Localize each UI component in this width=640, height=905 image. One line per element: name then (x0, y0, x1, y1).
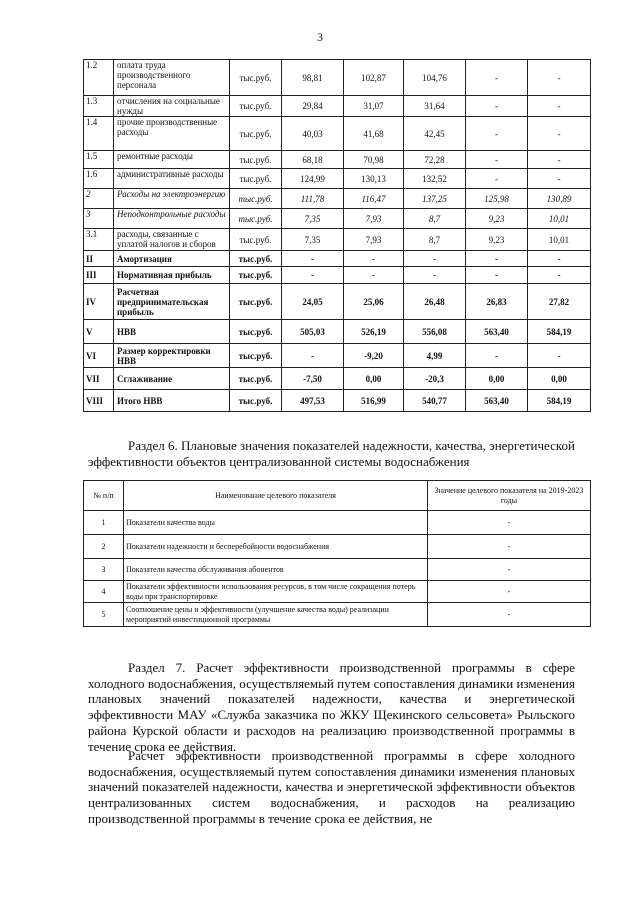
row-number: VIII (84, 390, 114, 412)
budget-table-row (84, 368, 591, 390)
row-name: Неподконтрольные расходы (114, 209, 230, 229)
value-cell: - (528, 96, 591, 117)
row-name: прочие производственные расходы (114, 117, 230, 151)
value-cell: 563,40 (466, 320, 528, 344)
budget-table-row (84, 320, 591, 344)
value-cell: 104,76 (404, 60, 466, 96)
value-cell: 25,06 (344, 284, 404, 320)
value-cell: 68,18 (282, 151, 344, 169)
value-cell: - (466, 344, 528, 368)
indicator-row (84, 535, 591, 559)
value-cell: 42,45 (404, 117, 466, 151)
value-cell: 27,82 (528, 284, 591, 320)
row-name: расходы, связанные с уплатой налогов и сборов (114, 229, 230, 251)
value-cell: 41,68 (344, 117, 404, 151)
value-cell: -20,3 (404, 368, 466, 390)
value-cell: 9,23 (466, 229, 528, 251)
budget-table (83, 59, 591, 412)
value-cell: 124,99 (282, 169, 344, 189)
row-name: Расчетная предпринимательская прибыль (114, 284, 230, 320)
row-unit: тыс.руб. (230, 368, 282, 390)
row-unit: тыс.руб. (230, 151, 282, 169)
page-number: 3 (317, 30, 323, 44)
value-cell: 102,87 (344, 60, 404, 96)
value-cell: 70,98 (344, 151, 404, 169)
indicator-row (84, 581, 591, 603)
budget-table-row (84, 96, 591, 117)
row-name: Итого НВВ (114, 390, 230, 412)
row-number: VI (84, 344, 114, 368)
value-cell: 24,05 (282, 284, 344, 320)
indicator-value: - (428, 559, 591, 581)
value-cell: - (466, 60, 528, 96)
row-name: Расходы на электроэнергию (114, 189, 230, 209)
indicator-name: Соотношение цены и эффективности (улучшение качества воды) реализации мероприятий инвестиционной программы (124, 603, 428, 627)
value-cell: 7,35 (282, 229, 344, 251)
indicator-number: 5 (84, 603, 124, 627)
budget-table-row (84, 229, 591, 251)
row-name: Размер корректировки НВВ (114, 344, 230, 368)
indicator-value: - (428, 581, 591, 603)
indicator-name: Показатели качества обслуживания абонентов (124, 559, 428, 581)
indicators-header-value: Значение целевого показателя на 2019-2023 годы (428, 481, 591, 511)
indicator-name: Показатели эффективности использования ресурсов, в том числе сокращения потерь воды при транспортировке (124, 581, 428, 603)
value-cell: - (466, 151, 528, 169)
row-number: IV (84, 284, 114, 320)
value-cell: -7,50 (282, 368, 344, 390)
row-number: 1.6 (84, 169, 114, 189)
row-unit: тыс.руб. (230, 189, 282, 209)
row-name: Нормативная прибыль (114, 267, 230, 284)
indicator-number: 4 (84, 581, 124, 603)
row-unit: тыс.руб. (230, 169, 282, 189)
indicators-header-name: Наименование целевого показателя (124, 481, 428, 511)
efficiency-paragraph: Расчет эффективности производственной программы в сфере холодного водоснабжения, осуществляемый путем сопоставления динамики изменения плановых значений показателей надежности, качества и энергетической эффективности объектов централизованных систем водоснабжения, и расходов на реализацию производственной программы в течение срока ее действия, не (88, 748, 575, 826)
value-cell: 130,13 (344, 169, 404, 189)
value-cell: - (466, 267, 528, 284)
value-cell: 563,40 (466, 390, 528, 412)
row-number: 1.2 (84, 60, 114, 96)
row-name: административные расходы (114, 169, 230, 189)
section-7-paragraph: Раздел 7. Расчет эффективности производственной программы в сфере холодного водоснабжения, осуществляемый путем сопоставления динамики изменения плановых значений показателей надежности, качества и энергетической эффективности МАУ «Служба заказчика по ЖКУ Щекинского сельсовета» Рыльского района Курской области и расходов на реализацию производственной программы в течение срока ее действия. (88, 660, 575, 754)
row-number: 1.5 (84, 151, 114, 169)
indicator-name: Показатели качества воды (124, 511, 428, 535)
value-cell: - (282, 267, 344, 284)
value-cell: - (466, 96, 528, 117)
row-number: II (84, 251, 114, 267)
indicator-value: - (428, 511, 591, 535)
indicator-value: - (428, 535, 591, 559)
value-cell: - (528, 151, 591, 169)
value-cell: 137,25 (404, 189, 466, 209)
row-name: ремонтные расходы (114, 151, 230, 169)
value-cell: 497,53 (282, 390, 344, 412)
row-number: 3 (84, 209, 114, 229)
value-cell: 40,03 (282, 117, 344, 151)
value-cell: 29,84 (282, 96, 344, 117)
value-cell: 31,64 (404, 96, 466, 117)
value-cell: - (404, 251, 466, 267)
value-cell: - (528, 251, 591, 267)
row-number: 2 (84, 189, 114, 209)
value-cell: 505,03 (282, 320, 344, 344)
value-cell: 26,48 (404, 284, 466, 320)
indicator-row (84, 559, 591, 581)
value-cell: 516,99 (344, 390, 404, 412)
row-number: 3.1 (84, 229, 114, 251)
row-number: VII (84, 368, 114, 390)
row-name: отчисления на социальные нужды (114, 96, 230, 117)
row-name: НВВ (114, 320, 230, 344)
row-unit: тыс.руб. (230, 229, 282, 251)
value-cell: - (528, 117, 591, 151)
row-name: оплата труда производственного персонала (114, 60, 230, 96)
row-unit: тыс.руб. (230, 96, 282, 117)
budget-table-row (84, 169, 591, 189)
value-cell: 4,99 (404, 344, 466, 368)
budget-table-row (84, 251, 591, 267)
value-cell: 8,7 (404, 229, 466, 251)
indicator-row (84, 511, 591, 535)
value-cell: -9,20 (344, 344, 404, 368)
budget-table-row (84, 344, 591, 368)
budget-table-row (84, 117, 591, 151)
indicator-row (84, 603, 591, 627)
row-unit: тыс.руб. (230, 344, 282, 368)
value-cell: 132,52 (404, 169, 466, 189)
row-unit: тыс.руб. (230, 209, 282, 229)
value-cell: - (528, 60, 591, 96)
value-cell: 7,93 (344, 209, 404, 229)
row-name: Сглаживание (114, 368, 230, 390)
indicator-number: 2 (84, 535, 124, 559)
row-unit: тыс.руб. (230, 251, 282, 267)
value-cell: 98,81 (282, 60, 344, 96)
value-cell: 8,7 (404, 209, 466, 229)
value-cell: 584,19 (528, 390, 591, 412)
value-cell: 125,98 (466, 189, 528, 209)
budget-table-row (84, 267, 591, 284)
value-cell: 540,77 (404, 390, 466, 412)
value-cell: - (282, 251, 344, 267)
row-unit: тыс.руб. (230, 390, 282, 412)
budget-table-row (84, 189, 591, 209)
value-cell: - (466, 251, 528, 267)
budget-table-row (84, 390, 591, 412)
value-cell: - (404, 267, 466, 284)
row-unit: тыс.руб. (230, 60, 282, 96)
budget-table-row (84, 209, 591, 229)
value-cell: - (466, 169, 528, 189)
value-cell: - (528, 169, 591, 189)
value-cell: - (344, 251, 404, 267)
budget-table-row (84, 151, 591, 169)
row-unit: тыс.руб. (230, 117, 282, 151)
value-cell: 72,28 (404, 151, 466, 169)
value-cell: 0,00 (466, 368, 528, 390)
row-number: III (84, 267, 114, 284)
row-unit: тыс.руб. (230, 320, 282, 344)
value-cell: 116,47 (344, 189, 404, 209)
row-unit: тыс.руб. (230, 267, 282, 284)
value-cell: - (528, 267, 591, 284)
value-cell: 0,00 (344, 368, 404, 390)
row-name: Амортизация (114, 251, 230, 267)
value-cell: 31,07 (344, 96, 404, 117)
value-cell: 9,23 (466, 209, 528, 229)
budget-table-row (84, 284, 591, 320)
value-cell: - (344, 267, 404, 284)
value-cell: 111,78 (282, 189, 344, 209)
value-cell: 7,35 (282, 209, 344, 229)
value-cell: 526,19 (344, 320, 404, 344)
row-number: V (84, 320, 114, 344)
indicator-name: Показатели надежности и бесперебойности водоснабжения (124, 535, 428, 559)
row-number: 1.4 (84, 117, 114, 151)
value-cell: 0,00 (528, 368, 591, 390)
indicator-value: - (428, 603, 591, 627)
row-number: 1.3 (84, 96, 114, 117)
budget-table-row (84, 60, 591, 96)
value-cell: - (528, 344, 591, 368)
value-cell: 10,01 (528, 209, 591, 229)
value-cell: 130,89 (528, 189, 591, 209)
value-cell: 26,83 (466, 284, 528, 320)
row-unit: тыс.руб. (230, 284, 282, 320)
indicators-header-num: № п/п (84, 481, 124, 511)
value-cell: - (282, 344, 344, 368)
indicators-table (83, 480, 591, 627)
value-cell: 584,19 (528, 320, 591, 344)
value-cell: - (466, 117, 528, 151)
indicator-number: 1 (84, 511, 124, 535)
value-cell: 10,01 (528, 229, 591, 251)
value-cell: 7,93 (344, 229, 404, 251)
indicator-number: 3 (84, 559, 124, 581)
value-cell: 556,08 (404, 320, 466, 344)
section-6-heading: Раздел 6. Плановые значения показателей надежности, качества, энергетической эффективности объектов централизованной системы водоснабжения (88, 438, 576, 469)
